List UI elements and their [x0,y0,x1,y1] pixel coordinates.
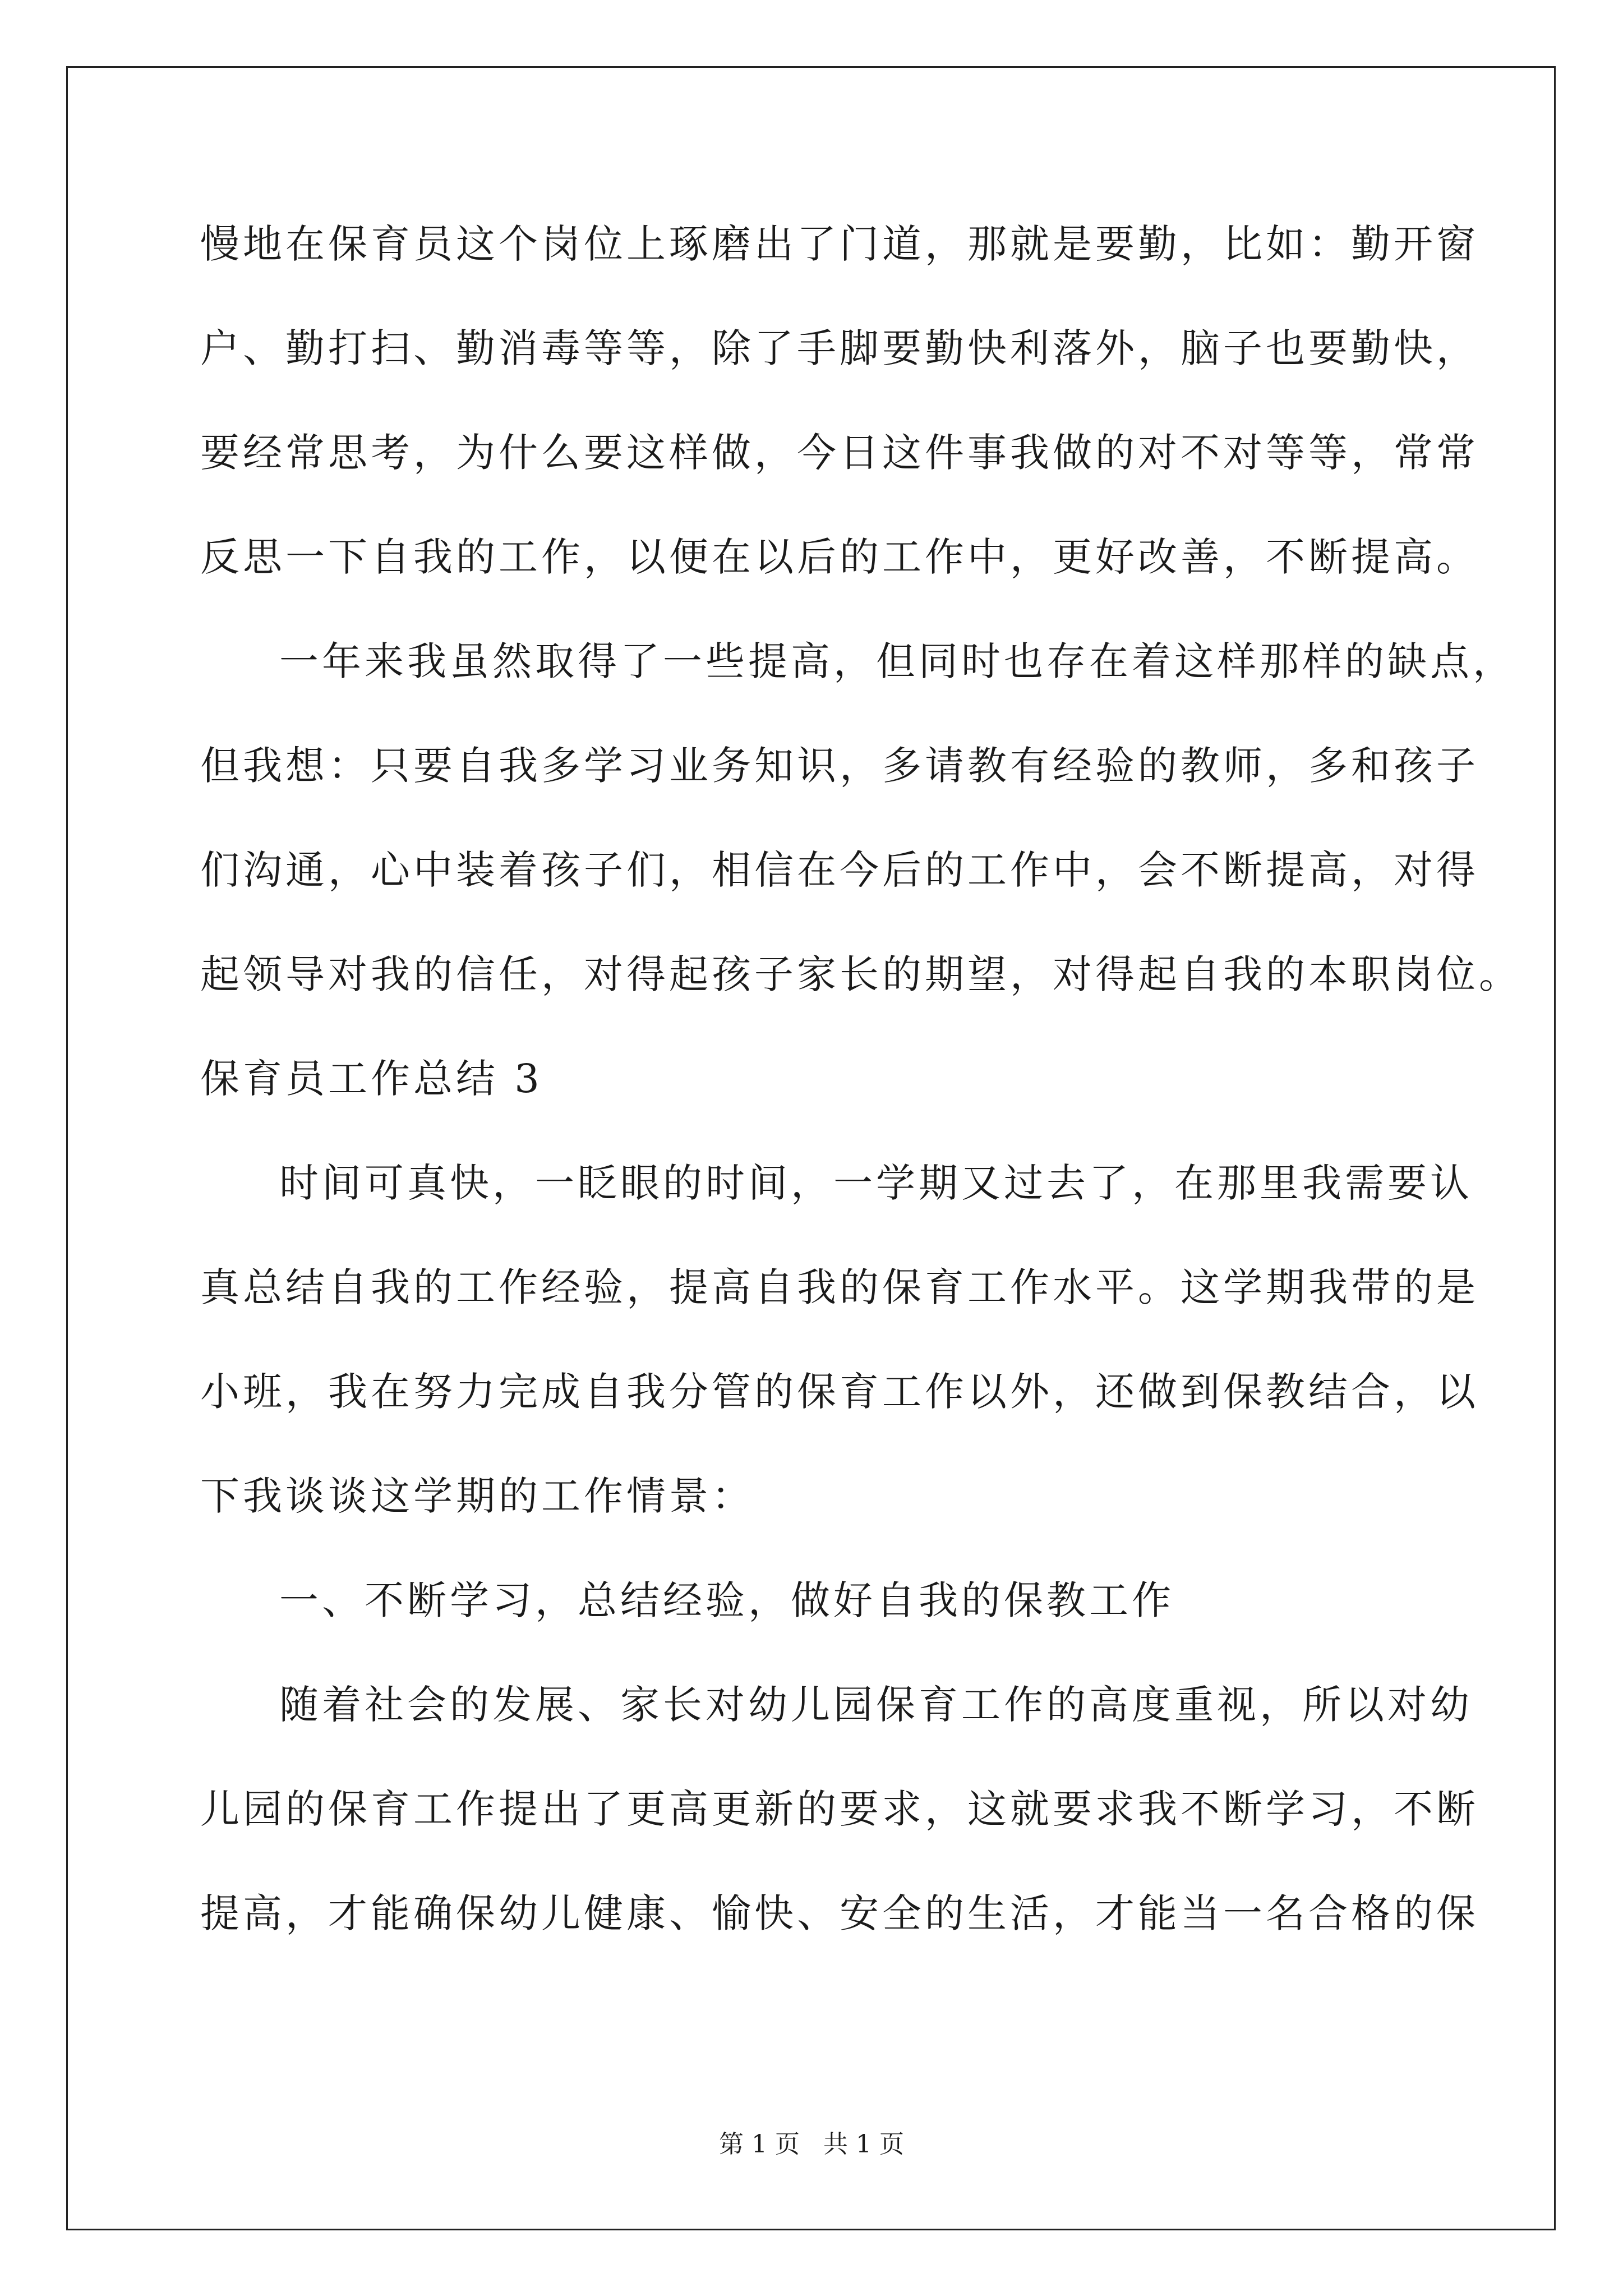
body-text-line: 但我想：只要自我多学习业务知识，多请教有经验的教师，多和孩子 [200,743,1479,789]
paragraph-first-line: 随着社会的发展、家长对幼儿园保育工作的高度重视，所以对幼 [279,1682,1473,1728]
body-text-line: 小班，我在努力完成自我分管的保育工作以外，还做到保教结合，以 [200,1369,1479,1415]
body-text-line: 要经常思考，为什么要这样做，今日这件事我做的对不对等等，常常 [200,430,1479,476]
body-text-line: 户、勤打扫、勤消毒等等，除了手脚要勤快利落外，脑子也要勤快， [200,325,1479,371]
paragraph-first-line: 时间可真快，一眨眼的时间，一学期又过去了，在那里我需要认 [279,1160,1473,1206]
body-text-line: 儿园的保育工作提出了更高更新的要求，这就要求我不断学习，不断 [200,1786,1479,1832]
page-number-footer: 第 1 页 共 1 页 [719,2130,904,2159]
body-text-line: 下我谈谈这学期的工作情景： [200,1473,754,1519]
section-heading: 保育员工作总结 3 [200,1056,543,1102]
body-text-line: 反思一下自我的工作，以便在以后的工作中，更好改善，不断提高。 [200,534,1479,580]
body-text-line: 提高，才能确保幼儿健康、愉快、安全的生活，才能当一名合格的保 [200,1890,1479,1936]
body-text-line: 起领导对我的信任，对得起孩子家长的期望，对得起自我的本职岗位。 [200,951,1521,997]
subsection-heading: 一、不断学习，总结经验，做好自我的保教工作 [279,1577,1174,1623]
body-text-line: 真总结自我的工作经验，提高自我的保育工作水平。这学期我带的是 [200,1264,1479,1310]
paragraph-first-line: 一年来我虽然取得了一些提高，但同时也存在着这样那样的缺点， [279,638,1515,684]
body-text-line: 们沟通，心中装着孩子们，相信在今后的工作中，会不断提高，对得 [200,847,1479,893]
body-text-line: 慢地在保育员这个岗位上琢磨出了门道，那就是要勤，比如：勤开窗 [200,221,1479,267]
